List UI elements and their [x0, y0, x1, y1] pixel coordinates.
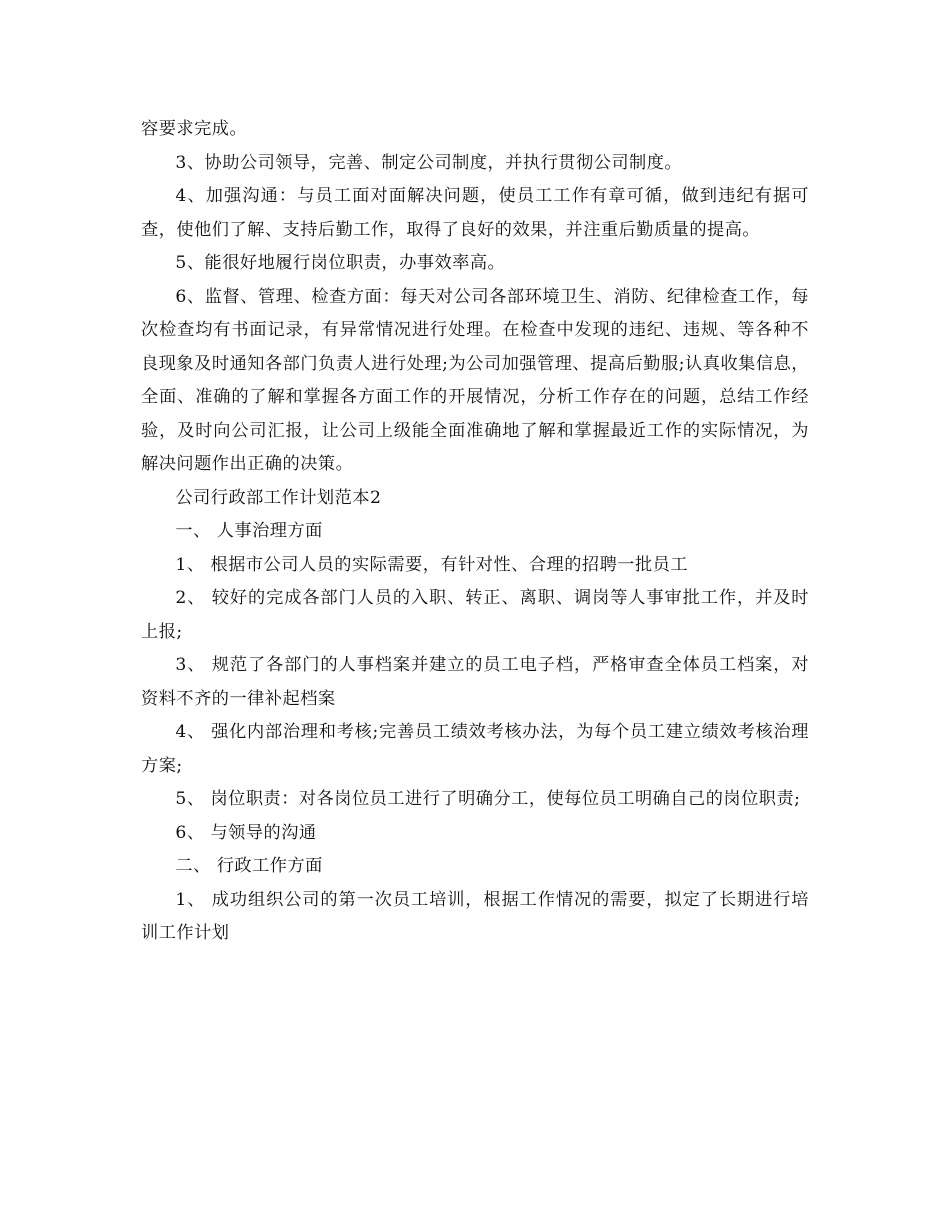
personnel-item-4: 4、 强化内部治理和考核;完善员工绩效考核办法，为每个员工建立绩效考核治理方案; [141, 722, 809, 776]
document-body [141, 113, 809, 951]
heading-administration: 二、 行政工作方面 [175, 856, 323, 876]
paragraph-continuation: 容要求完成。 [141, 119, 248, 139]
paragraph-item-3: 3、协助公司领导，完善、制定公司制度，并执行贯彻公司制度。 [175, 152, 683, 173]
heading-personnel: 一、 人事治理方面 [175, 521, 323, 541]
paragraph-item-6: 6、监督、管理、检查方面：每天对公司各部环境卫生、消防、纪律检查工作，每次检查均有书面记录，有异常情况进行处理。在检查中发现的违纪、违规、等各种不良现象及时通知各部门负责人进行处理;为公司加强管理、提高后勤服;认真收集信息，全面、准确的了解和掌握各方面工作的开展情况，分析工作存在的问题，总结工作经验，及时向公司汇报，让公司上级能全面准确地了解和掌握最近工作的实际情况，为解决问题作出正确的决策。 [141, 286, 809, 474]
personnel-item-5: 5、 岗位职责：对各岗位员工进行了明确分工，使每位员工明确自己的岗位职责; [175, 789, 801, 809]
personnel-item-3: 3、 规范了各部门的人事档案并建立的员工电子档，严格审查全体员工档案，对资料不齐的一律补起档案 [141, 655, 809, 709]
personnel-item-2: 2、 较好的完成各部门人员的入职、转正、离职、调岗等人事审批工作，并及时上报; [141, 588, 809, 642]
personnel-item-6: 6、 与领导的沟通 [175, 822, 317, 843]
paragraph-item-5: 5、能很好地履行岗位职责，办事效率高。 [175, 253, 506, 273]
administration-item-1: 1、 成功组织公司的第一次员工培训，根据工作情况的需要，拟定了长期进行培训工作计划 [141, 889, 809, 943]
paragraph-item-4: 4、加强沟通：与员工面对面解决问题，使员工工作有章可循，做到违纪有据可查，使他们了解、支持后勤工作，取得了良好的效果，并注重后勤质量的提高。 [141, 186, 809, 240]
personnel-item-1: 1、 根据市公司人员的实际需要，有针对性、合理的招聘一批员工 [175, 554, 689, 575]
section-title: 公司行政部工作计划范本2 [175, 487, 382, 508]
